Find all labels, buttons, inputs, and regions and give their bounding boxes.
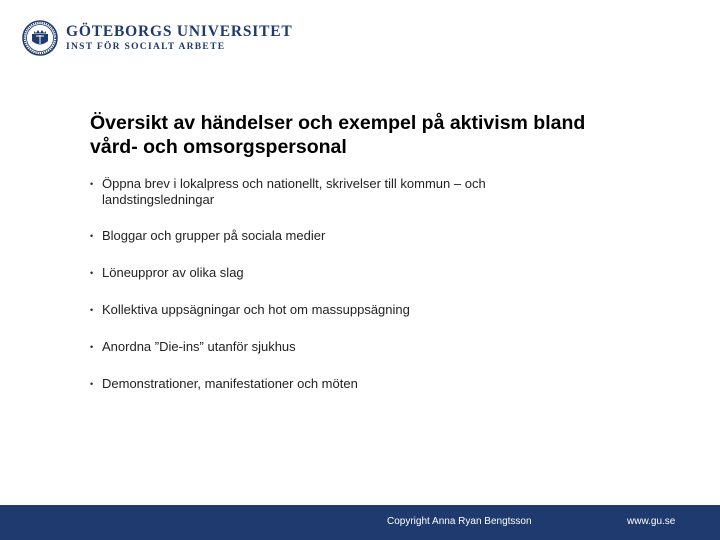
university-logo xyxy=(22,20,293,56)
university-seal-icon xyxy=(22,20,58,56)
bullet-text: Löneuppror av olika slag xyxy=(102,265,244,280)
bullet-text: Demonstrationer, manifestationer och möten xyxy=(102,376,358,391)
bullet-marker: • xyxy=(90,342,94,352)
bullet-item xyxy=(90,302,530,318)
bullet-text: Kollektiva uppsägningar och hot om massuppsägning xyxy=(102,302,410,317)
bullet-text: Anordna ”Die-ins” utanför sjukhus xyxy=(102,339,296,354)
university-name: GÖTEBORGS UNIVERSITET xyxy=(66,23,293,40)
bullet-item xyxy=(90,339,530,355)
logo-text xyxy=(66,23,293,53)
footer-bar xyxy=(0,505,720,540)
bullet-marker: • xyxy=(90,305,94,315)
bullet-marker: • xyxy=(90,179,94,189)
department-name: INST FÖR SOCIALT ARBETE xyxy=(66,42,226,52)
bullet-marker: • xyxy=(90,268,94,278)
bullet-item xyxy=(90,228,530,244)
slide-title-line-1: Översikt av händelser och exempel på aktivism bland xyxy=(90,112,586,134)
footer-copyright: Copyright Anna Ryan Bengtsson xyxy=(387,516,532,527)
bullet-list xyxy=(90,176,530,392)
bullet-text: Öppna brev i lokalpress och nationellt, skrivelser till kommun – och landstingsledningar xyxy=(102,176,486,207)
slide-title-line-2: vård- och omsorgspersonal xyxy=(90,136,347,158)
bullet-marker: • xyxy=(90,379,94,389)
bullet-marker: • xyxy=(90,231,94,241)
bullet-item xyxy=(90,176,530,208)
bullet-item xyxy=(90,376,530,392)
bullet-item xyxy=(90,265,530,281)
bullet-text: Bloggar och grupper på sociala medier xyxy=(102,228,326,243)
slide-title xyxy=(90,111,650,159)
footer-url-link[interactable]: www.gu.se xyxy=(627,516,676,527)
